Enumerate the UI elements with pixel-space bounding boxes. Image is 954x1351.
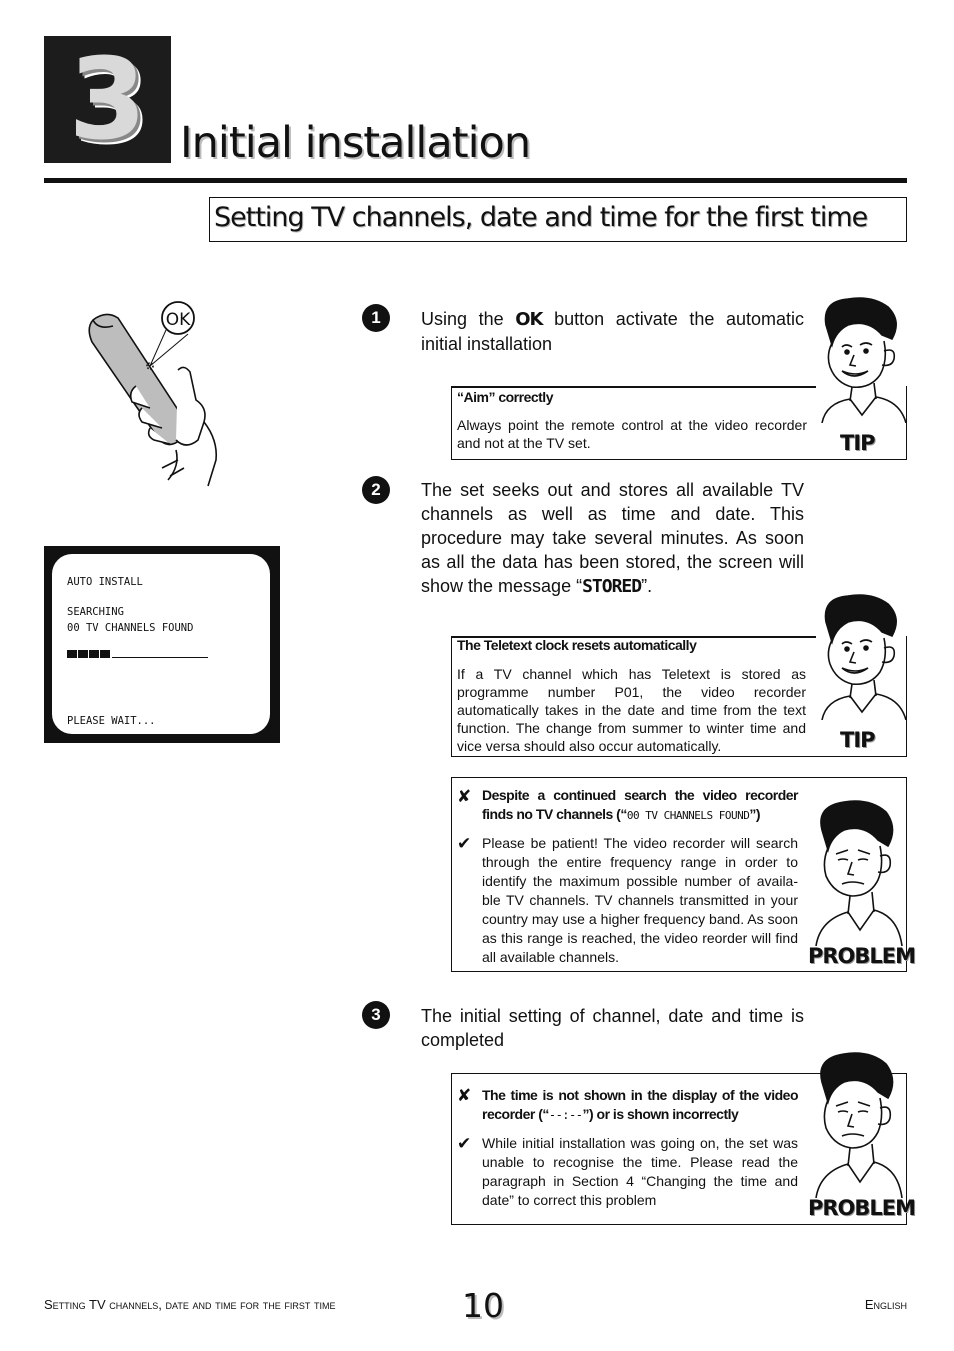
step-number-1: 1 <box>362 304 390 332</box>
tip-badge: TIP <box>840 728 875 752</box>
chapter-rule <box>44 178 907 183</box>
tv-line-auto-install: AUTO INSTALL <box>67 576 143 588</box>
tv-screen-frame <box>44 546 280 743</box>
ok-key-label: OK <box>515 309 543 330</box>
problem-solution: While initial installation was going on, the set was unable to recognise the time. Please read the paragraph in Section 4 “Changing the time and date” to correct this problem <box>482 1135 798 1208</box>
tv-line-please-wait: PLEASE WAIT... <box>67 715 156 727</box>
problem-heading: The time is not shown in the display of the video recorder (“--:--”) or is shown incorrectly <box>482 1087 798 1122</box>
problem-character-icon <box>808 798 904 946</box>
chapter-title: Initial installation <box>180 118 531 168</box>
ok-button-label: OK <box>165 310 191 330</box>
step-2-text: The set seeks out and stores all available TV channels as well as time and date. This procedure may take several minutes. As soon as all the data has been stored, the screen will show the message “STORED”. <box>421 480 804 597</box>
tip-character-icon <box>812 592 908 720</box>
chapter-number: 3 <box>68 35 147 165</box>
tip-badge: TIP <box>840 431 875 455</box>
remote-control-illustration <box>58 290 258 510</box>
tip-character-icon <box>812 295 908 423</box>
tip-heading: The Teletext clock resets automatically <box>457 637 697 653</box>
remote-control-icon <box>89 302 216 486</box>
cross-mark-icon: ✘ <box>457 1086 472 1105</box>
tip-body: If a TV channel which has Teletext is stored as programme number P01, the video recorder automatically takes in the date and time from the text function. The change from summer to winter time and vice versa should also occur automatically. <box>457 666 806 754</box>
tv-line-searching: SEARCHING <box>67 606 124 618</box>
problem-heading: Despite a continued search the video recorder finds no TV channels (“00 TV CHANNELS FOUND”) <box>482 787 798 822</box>
section-title: Setting TV channels, date and time for the first time <box>214 202 868 233</box>
step-3-text: The initial setting of channel, date and time is completed <box>421 1006 804 1050</box>
step-number-2: 2 <box>362 476 390 504</box>
section-heading-box <box>209 197 907 242</box>
stored-message: STORED <box>582 576 642 597</box>
chapter-number-box <box>44 36 171 163</box>
tip-body: Always point the remote control at the video recorder and not at the TV set. <box>457 417 807 451</box>
problem-badge: PROBLEM <box>808 944 916 968</box>
step-1-text: Using the OK button activate the automatic initial installation <box>421 309 804 354</box>
page-number: 10 <box>462 1286 504 1325</box>
check-mark-icon: ✔ <box>457 1134 472 1153</box>
cross-mark-icon: ✘ <box>457 787 472 806</box>
check-mark-icon: ✔ <box>457 834 472 853</box>
step-number-3: 3 <box>362 1001 390 1029</box>
tv-progress-bar <box>67 650 208 658</box>
problem-solution: Please be patient! The video recorder will search through the entire frequency range in order to identify the maximum possible number of availa-ble TV channels. TV channels transmitted in your country may use a higher frequency band. As soon as this range is reached, the video reorder will find all available channels. <box>482 835 798 965</box>
problem-character-icon <box>808 1050 904 1198</box>
tv-screen <box>52 554 270 734</box>
footer-language: English <box>864 1297 907 1312</box>
tip-heading: “Aim” correctly <box>457 389 553 405</box>
problem-badge: PROBLEM <box>808 1196 916 1220</box>
tv-line-channels-found: 00 TV CHANNELS FOUND <box>67 622 194 634</box>
footer-section-title: Setting TV channels, date and time for the first time <box>44 1297 336 1312</box>
